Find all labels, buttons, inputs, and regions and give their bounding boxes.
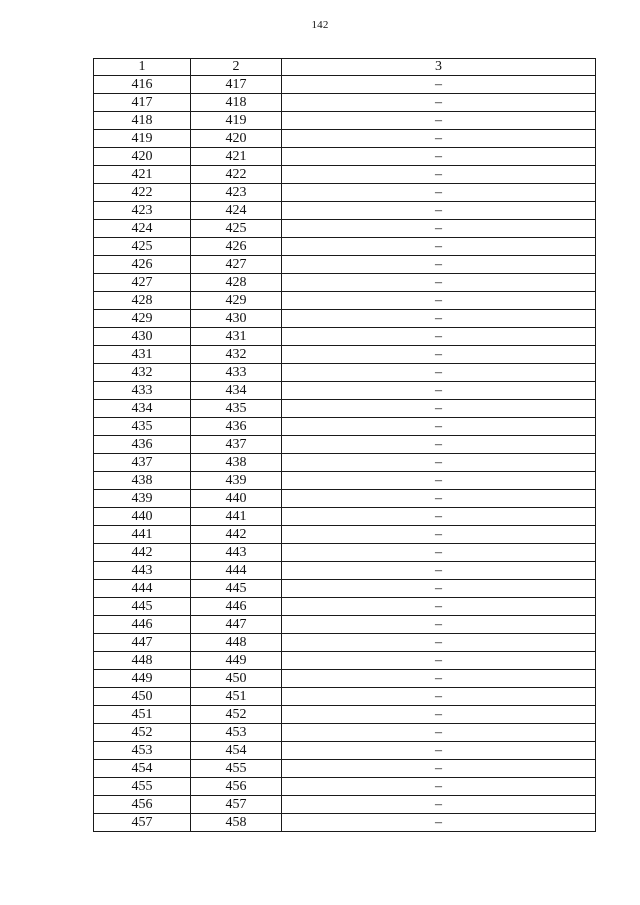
table-cell-col-1: 452 [94, 724, 191, 742]
table-cell-col-1: 438 [94, 472, 191, 490]
table-cell-col-3: – [282, 166, 596, 184]
table-cell-col-3: – [282, 202, 596, 220]
table-cell-col-2: 438 [191, 454, 282, 472]
table-row [94, 598, 596, 616]
table-cell-col-3: – [282, 310, 596, 328]
table-row [94, 742, 596, 760]
table-cell-col-3: – [282, 544, 596, 562]
table-row [94, 616, 596, 634]
table-cell-col-3: – [282, 778, 596, 796]
table-cell-col-1: 436 [94, 436, 191, 454]
table-cell-col-1: 454 [94, 760, 191, 778]
table-row [94, 400, 596, 418]
table-cell-col-1: 456 [94, 796, 191, 814]
column-header-3: 3 [282, 59, 596, 76]
table-row [94, 454, 596, 472]
table-cell-col-2: 417 [191, 76, 282, 94]
table-row [94, 634, 596, 652]
table-row [94, 688, 596, 706]
table-row [94, 382, 596, 400]
table-cell-col-1: 443 [94, 562, 191, 580]
table-cell-col-2: 418 [191, 94, 282, 112]
table-cell-col-3: – [282, 526, 596, 544]
table-cell-col-2: 429 [191, 292, 282, 310]
table-row [94, 562, 596, 580]
table-cell-col-1: 441 [94, 526, 191, 544]
table-cell-col-1: 444 [94, 580, 191, 598]
table-row [94, 472, 596, 490]
table-row [94, 490, 596, 508]
table-cell-col-2: 423 [191, 184, 282, 202]
table-cell-col-3: – [282, 472, 596, 490]
table-cell-col-3: – [282, 274, 596, 292]
table-cell-col-2: 454 [191, 742, 282, 760]
table-cell-col-2: 445 [191, 580, 282, 598]
table-cell-col-2: 435 [191, 400, 282, 418]
table-cell-col-2: 432 [191, 346, 282, 364]
table-cell-col-1: 430 [94, 328, 191, 346]
table-cell-col-1: 453 [94, 742, 191, 760]
table-cell-col-2: 446 [191, 598, 282, 616]
table-cell-col-1: 427 [94, 274, 191, 292]
table-cell-col-2: 448 [191, 634, 282, 652]
table-row [94, 346, 596, 364]
table-cell-col-1: 451 [94, 706, 191, 724]
table-cell-col-2: 440 [191, 490, 282, 508]
table-row [94, 310, 596, 328]
table-cell-col-3: – [282, 364, 596, 382]
table-cell-col-3: – [282, 328, 596, 346]
table-cell-col-3: – [282, 454, 596, 472]
table-cell-col-2: 441 [191, 508, 282, 526]
table-cell-col-3: – [282, 490, 596, 508]
table-row [94, 418, 596, 436]
table-row [94, 508, 596, 526]
table-row [94, 580, 596, 598]
table-cell-col-2: 421 [191, 148, 282, 166]
table-cell-col-1: 446 [94, 616, 191, 634]
table-row [94, 112, 596, 130]
table-cell-col-3: – [282, 562, 596, 580]
table-cell-col-3: – [282, 112, 596, 130]
table-cell-col-1: 416 [94, 76, 191, 94]
table-cell-col-1: 435 [94, 418, 191, 436]
table-row [94, 238, 596, 256]
table-cell-col-3: – [282, 598, 596, 616]
table-row [94, 652, 596, 670]
table-cell-col-2: 424 [191, 202, 282, 220]
table-cell-col-1: 437 [94, 454, 191, 472]
table-cell-col-3: – [282, 616, 596, 634]
table-cell-col-2: 426 [191, 238, 282, 256]
table-cell-col-2: 442 [191, 526, 282, 544]
data-table [93, 58, 596, 832]
table-cell-col-1: 429 [94, 310, 191, 328]
table-cell-col-2: 436 [191, 418, 282, 436]
table-cell-col-3: – [282, 256, 596, 274]
table-cell-col-1: 428 [94, 292, 191, 310]
table-cell-col-1: 434 [94, 400, 191, 418]
table-row [94, 814, 596, 832]
table-cell-col-2: 425 [191, 220, 282, 238]
table-row [94, 202, 596, 220]
table-row [94, 94, 596, 112]
table-cell-col-1: 450 [94, 688, 191, 706]
table-cell-col-3: – [282, 652, 596, 670]
table-cell-col-3: – [282, 130, 596, 148]
table-cell-col-3: – [282, 76, 596, 94]
table-cell-col-2: 433 [191, 364, 282, 382]
table-cell-col-2: 458 [191, 814, 282, 832]
table-cell-col-3: – [282, 418, 596, 436]
table-cell-col-2: 457 [191, 796, 282, 814]
table-row [94, 706, 596, 724]
table-cell-col-2: 420 [191, 130, 282, 148]
table-cell-col-1: 431 [94, 346, 191, 364]
table-row [94, 130, 596, 148]
table-row [94, 220, 596, 238]
table-row [94, 670, 596, 688]
table-row [94, 364, 596, 382]
table-cell-col-3: – [282, 346, 596, 364]
table-cell-col-1: 455 [94, 778, 191, 796]
table-cell-col-1: 423 [94, 202, 191, 220]
table-header [94, 59, 596, 76]
table-row [94, 256, 596, 274]
table-cell-col-2: 437 [191, 436, 282, 454]
table-cell-col-2: 455 [191, 760, 282, 778]
table-cell-col-1: 433 [94, 382, 191, 400]
table-cell-col-2: 428 [191, 274, 282, 292]
table-cell-col-3: – [282, 688, 596, 706]
table-cell-col-1: 448 [94, 652, 191, 670]
table-cell-col-1: 418 [94, 112, 191, 130]
table-cell-col-3: – [282, 634, 596, 652]
table-cell-col-1: 442 [94, 544, 191, 562]
table-cell-col-3: – [282, 508, 596, 526]
table-row [94, 76, 596, 94]
table-cell-col-3: – [282, 238, 596, 256]
table-row [94, 292, 596, 310]
table-cell-col-3: – [282, 292, 596, 310]
table-cell-col-2: 430 [191, 310, 282, 328]
table-cell-col-2: 451 [191, 688, 282, 706]
header-row [94, 59, 596, 76]
table-cell-col-3: – [282, 184, 596, 202]
table-cell-col-3: – [282, 724, 596, 742]
table-cell-col-2: 449 [191, 652, 282, 670]
table-cell-col-3: – [282, 760, 596, 778]
table-row [94, 436, 596, 454]
table-cell-col-3: – [282, 814, 596, 832]
table-cell-col-1: 439 [94, 490, 191, 508]
table-cell-col-1: 432 [94, 364, 191, 382]
table-cell-col-2: 447 [191, 616, 282, 634]
table-cell-col-2: 439 [191, 472, 282, 490]
table-cell-col-3: – [282, 220, 596, 238]
table-cell-col-1: 440 [94, 508, 191, 526]
table-cell-col-3: – [282, 400, 596, 418]
table-cell-col-3: – [282, 796, 596, 814]
table-cell-col-3: – [282, 742, 596, 760]
table-cell-col-3: – [282, 148, 596, 166]
table-row [94, 274, 596, 292]
table-cell-col-1: 449 [94, 670, 191, 688]
column-header-1: 1 [94, 59, 191, 76]
table-cell-col-3: – [282, 436, 596, 454]
table-cell-col-1: 422 [94, 184, 191, 202]
table-row [94, 724, 596, 742]
table-cell-col-2: 456 [191, 778, 282, 796]
table-cell-col-1: 426 [94, 256, 191, 274]
table-cell-col-2: 422 [191, 166, 282, 184]
table-cell-col-3: – [282, 706, 596, 724]
table-cell-col-3: – [282, 670, 596, 688]
table-cell-col-1: 445 [94, 598, 191, 616]
table-row [94, 166, 596, 184]
table-cell-col-2: 453 [191, 724, 282, 742]
table-cell-col-2: 444 [191, 562, 282, 580]
table-row [94, 544, 596, 562]
table-cell-col-1: 417 [94, 94, 191, 112]
table-cell-col-1: 420 [94, 148, 191, 166]
table-cell-col-3: – [282, 580, 596, 598]
table-row [94, 526, 596, 544]
table-cell-col-2: 419 [191, 112, 282, 130]
table-cell-col-2: 434 [191, 382, 282, 400]
table-cell-col-1: 419 [94, 130, 191, 148]
table-row [94, 796, 596, 814]
page-number: 142 [311, 19, 329, 31]
table-cell-col-2: 452 [191, 706, 282, 724]
table-cell-col-2: 443 [191, 544, 282, 562]
table-body [94, 76, 596, 832]
table-cell-col-1: 425 [94, 238, 191, 256]
table-cell-col-2: 450 [191, 670, 282, 688]
table-row [94, 778, 596, 796]
column-header-2: 2 [191, 59, 282, 76]
table-cell-col-3: – [282, 382, 596, 400]
table-cell-col-1: 457 [94, 814, 191, 832]
table-cell-col-1: 424 [94, 220, 191, 238]
table-cell-col-3: – [282, 94, 596, 112]
table-cell-col-1: 447 [94, 634, 191, 652]
table-cell-col-2: 431 [191, 328, 282, 346]
table-row [94, 184, 596, 202]
table-cell-col-1: 421 [94, 166, 191, 184]
table-row [94, 328, 596, 346]
table-row [94, 148, 596, 166]
table-cell-col-2: 427 [191, 256, 282, 274]
table-row [94, 760, 596, 778]
